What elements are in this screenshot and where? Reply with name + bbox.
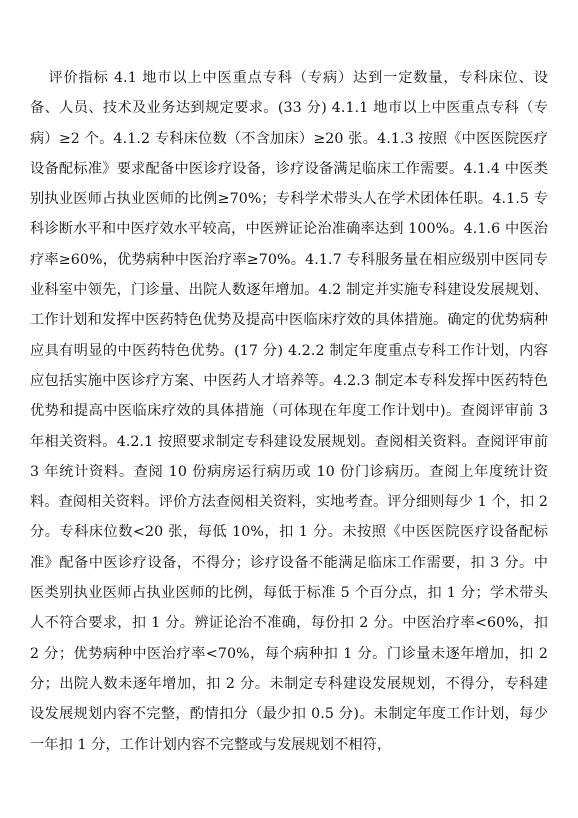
body-paragraph: 评价指标 4.1 地市以上中医重点专科（专病）达到一定数量，专科床位、设备、人员、技术及业务达到规定要求。(33 分) 4.1.1 地市以上中医重点专科（专病）≥2 个。4.1.2 专科床位数（不含加床）≥20 张。4.1.3 按照《中医医院医疗设备配标准》要求配备中医诊疗设备，诊疗设备满足临床工作需要。4.1.4 中医类别执业医师占执业医师的比例≥70%；专科学术带头人在学术团体任职。4.1.5 专科诊断水平和中医疗效水平较高，中医辨证论治准确率达到 100%。4.1.6 中医治疗率≥60%，优势病种中医治疗率≥70%。4.1.7 专科服务量在相应级别中医同专业科室中领先，门诊量、出院人数逐年增加。4.2 制定并实施专科建设发展规划、工作计划和发挥中医药特色优势及提高中医临床疗效的具体措施。确定的优势病种应具有明显的中医药特色优势。(17 分) 4.2.2 制定年度重点专科工作计划，内容应包括实施中医诊疗方案、中医药人才培养等。4.2.3 制定本专科发挥中医药特色优势和提高中医临床疗效的具体措施（可体现在年度工作计划中)。查阅评审前 3 年相关资料。4.2.1 按照要求制定专科建设发展规划。查阅相关资料。查阅评审前 3 年统计资料。查阅 10 份病房运行病历或 10 份门诊病历。查阅上年度统计资料。查阅相关资料。评价方法查阅相关资料，实地考查。评分细则每少 1 个，扣 2 分。专科床位数<20 张，每低 10%，扣 1 分。未按照《中医医院医疗设备配标准》配备中医诊疗设备，不得分；诊疗设备不能满足临床工作需要，扣 3 分。中医类别执业医师占执业医师的比例，每低于标准 5 个百分点，扣 1 分；学术带头人不符合要求，扣 1 分。辨证论治不准确，每份扣 2 分。中医治疗率<60%，扣 2 分；优势病种中医治疗率<70%，每个病种扣 1 分。门诊量未逐年增加，扣 2 分；出院人数未逐年增加，扣 2 分。未制定专科建设发展规划，不得分，专科建设发展规划内容不完整，酌情扣分（最少扣 0.5 分)。未制定年度工作计划，每少一年扣 1 分，工作计划内容不完整或与发展规划不相符， (30, 70, 548, 753)
